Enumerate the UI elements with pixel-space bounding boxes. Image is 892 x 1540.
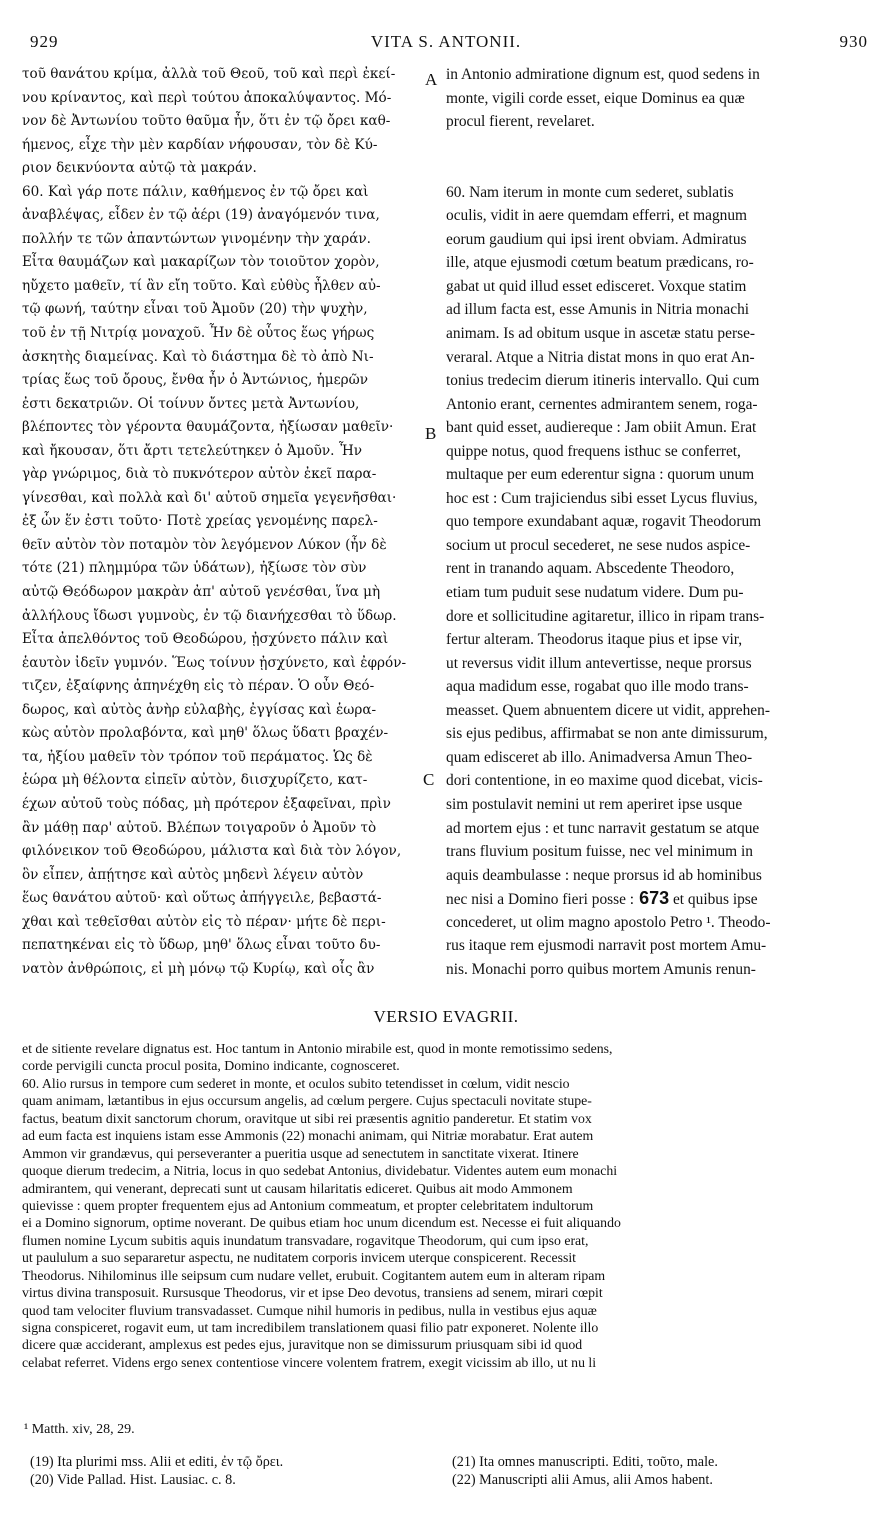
- greek-text-line: ἐστι δεκατριῶν. Οἱ τοίνυν ὄντες μετὰ Ἀντωνίου,: [22, 395, 360, 412]
- note-line: (20) Vide Pallad. Hist. Lausiac. c. 8.: [30, 1472, 236, 1488]
- latin-text-line: multaque per eum ederentur signa : quorum unum: [446, 466, 755, 484]
- latin-text-line: fertur alteram. Theodorus itaque pius et ipse vir,: [446, 631, 743, 649]
- latin-text-line: oculis, vidit in aere quemdam efferri, et magnum: [446, 207, 748, 225]
- evagrius-text-line: admirantem, qui venerant, deprecati sunt ut causam hilaritatis ediceret. Quibus ait modo Ammonem: [22, 1180, 573, 1196]
- evagrius-text-line: quievisse : quem propter frequentem ejus ad Antonium commeatum, et propter celebritatem indultorum: [22, 1197, 594, 1213]
- latin-text-line: nis. Monachi porro quibus mortem Amunis renun-: [446, 960, 756, 978]
- latin-text-line: ille, atque ejusmodi cœtum beatum prædicans, ro-: [446, 254, 754, 272]
- latin-text-line: 60. Nam iterum in monte cum sederet, sublatis: [446, 183, 734, 201]
- latin-text-line: sim postulavit nemini ut rem aperiret ipse usque: [446, 795, 743, 813]
- greek-text-line: τα, ἠξίου μαθεῖν τὸν τρόπον τοῦ περάματος. Ὡς δὲ: [22, 748, 373, 765]
- margin-marker-b: B: [425, 424, 437, 443]
- evagrius-text-line: ut paululum a suo separaretur aspectu, ne nuditatem corporis invicem uterque conspicerent. Recessit: [22, 1250, 576, 1266]
- latin-text-line: rent in tranando aquam. Abscedente Theodoro,: [446, 560, 735, 578]
- latin-text-line: aquis deambulasse : neque prorsus id ab hominibus: [446, 866, 762, 884]
- latin-text-line: sis ejus pedibus, affirmabat se non ante dimissurum,: [446, 725, 768, 743]
- greek-text-line: έχων αὐτοῦ τοὺς πόδας, μὴ πρότερον ἐξαφεῖναι, πρὶν: [22, 795, 391, 812]
- greek-text-line: Εἶτα ἀπελθόντος τοῦ Θεοδώρου, ᾐσχύνετο πάλιν καὶ: [22, 631, 389, 648]
- latin-text-line: [446, 134, 876, 158]
- latin-text-line: quippe notus, quod frequens isthuc se conferret,: [446, 442, 741, 460]
- latin-text-line: trans fluvium positum fuisse, nec vel minimum in: [446, 843, 753, 861]
- latin-text-line: rus itaque rem ejusmodi narravit post mortem Amu-: [446, 937, 767, 955]
- greek-text-line: φιλόνεικον τοῦ Θεοδώρου, μάλιστα καὶ διὰ τὸν λόγον,: [22, 843, 402, 860]
- greek-text-line: τοῦ ἐν τῇ Νιτρίᾳ μοναχοῦ. Ἦν δὲ οὗτος ἕως γήρως: [22, 325, 375, 342]
- page-title: VITA S. ANTONII.: [370, 32, 522, 51]
- latin-text-line: bant quid esset, audiereque : Jam obiit Amun. Erat: [446, 419, 757, 437]
- evagrius-text-block: [22, 1040, 878, 1371]
- greek-text-line: νον δὲ Ἀντωνίου τοῦτο θαῦμα ἦν, ὅτι ἐν τῷ ὄρει καθ-: [22, 113, 391, 130]
- latin-text-line: procul fierent, revelaret.: [446, 113, 595, 131]
- greek-text-line: ἑαυτὸν ἰδεῖν γυμνόν. Ἕως τοίνυν ᾐσχύνετο, καὶ ἐφρόν-: [22, 654, 407, 671]
- greek-text-line: 60. Καὶ γάρ ποτε πάλιν, καθήμενος ἐν τῷ ὄρει καὶ: [22, 183, 369, 200]
- note-line: (22) Manuscripti alii Amus, alii Amos habent.: [452, 1472, 713, 1488]
- greek-text-line: θεῖν αὐτὸν τὸν ποταμὸν τὸν λεγόμενον Λύκον (ἦν δὲ: [22, 536, 387, 553]
- evagrius-text-line: ei a Domino signorum, optime noverant. De quibus etiam hoc unum dicendum est. Necesse ei fuit aliquando: [22, 1215, 621, 1231]
- margin-marker-a: A: [425, 70, 438, 89]
- latin-text-line: animam. Is ad obitum usque in ascetæ statu perse-: [446, 325, 756, 343]
- evagrius-text-line: dicere quæ acciderant, amplexus est pedes ejus, juravitque non se dimissurum priusquam sibi id quod: [22, 1337, 583, 1353]
- latin-text-line: monte, vigili corde esset, eique Dominus ea quæ: [446, 89, 745, 107]
- evagrius-text-line: 60. Alio rursus in tempore cum sederet in monte, et oculos subito tetendisset in cœlum, vidit nescio: [22, 1075, 570, 1091]
- evagrius-text-line: corde pervigili cuncta procul posita, Domino indicante, cognosceret.: [22, 1058, 400, 1074]
- greek-text-line: ἀναβλέψας, εἶδεν ἐν τῷ ἀέρι (19) ἀναγόμενόν τινα,: [22, 207, 380, 224]
- greek-text-line: τῷ φωνή, ταύτην εἶναι τοῦ Ἀμοῦν (20) τὴν ψυχὴν,: [22, 301, 368, 318]
- latin-text-line: socium ut procul secederet, ne sese nudos aspice-: [446, 536, 751, 554]
- latin-text-line: hoc est : Cum trajiciendus sibi esset Lycus fluvius,: [446, 489, 758, 507]
- evagrius-section-title: VERSIO EVAGRII.: [373, 1007, 519, 1026]
- latin-text-line: quam edisceret ab illo. Animadversa Amun Theo-: [446, 748, 753, 766]
- greek-text-line: νατὸν ἀνθρώποις, εἰ μὴ μόνῳ τῷ Κυρίῳ, καὶ οἷς ἂν: [22, 960, 375, 977]
- greek-text-line: ἀσκητὴς διαμείνας. Καὶ τὸ διάστημα δὲ τὸ ἀπὸ Νι-: [22, 348, 374, 365]
- latin-text-line: etiam tum puduit sese nudatum videre. Dum pu-: [446, 584, 744, 602]
- greek-text-line: πεπατηκέναι εἰς τὸ ὕδωρ, μηθ' ὅλως εἶναι τοῦτο δυ-: [22, 937, 381, 954]
- evagrius-text-line: virtus divina transposuit. Rursusque Theodorus, vir et ipse Deo devotus, transiens ad senem, mirari cœpit: [22, 1285, 603, 1301]
- latin-text-line: veraral. Atque a Nitria distat mons in quo erat An-: [446, 348, 755, 366]
- latin-text-line: in Antonio admiratione dignum est, quod sedens in: [446, 66, 760, 83]
- latin-text-line: eorum gaudium qui ipsi irent obviam. Admiratus: [446, 230, 747, 248]
- inline-page-number: 673: [634, 888, 670, 909]
- greek-text-line: γίνεσθαι, καὶ πολλὰ καὶ δι' αὐτοῦ σημεῖα γεγενῆσθαι·: [22, 489, 397, 506]
- evagrius-text-line: Ammon vir grandævus, qui perseveranter a pueritia usque ad senectutem in sanctitate vixerat. Itinere: [22, 1145, 579, 1161]
- latin-text-line: nec nisi a Domino fieri posse : 673 et quibus ipse: [446, 888, 758, 909]
- latin-text-line: ad illum facta est, esse Amunis in Nitria monachi: [446, 301, 750, 319]
- margin-marker-c: C: [423, 770, 435, 789]
- greek-text-line: τότε (21) πλημμύρα τῶν ὑδάτων), ἠξίωσε τὸν σὺν: [22, 560, 367, 577]
- note-line: (19) Ita plurimi mss. Alii et editi, ἐν τῷ ὄρει.: [30, 1454, 284, 1470]
- latin-line-tail: et quibus ipse: [669, 891, 758, 909]
- greek-text-line: ἀλλήλους ἴδωσι γυμνοὺς, ἐν τῷ διανήχεσθαι τὸ ὕδωρ.: [22, 607, 397, 624]
- latin-text-line: [446, 157, 876, 181]
- greek-text-line: βλέποντες τὸν γέροντα θαυμάζοντα, ἠξίωσαν μαθεῖν·: [22, 419, 394, 436]
- latin-text-line: ut reversus vidit illum antevertisse, neque prorsus: [446, 654, 752, 672]
- greek-text-line: ὃν εἶπεν, ἀπῄτησε καὶ αὐτὸς μηδενὶ λέγειν αὐτὸν: [22, 866, 364, 883]
- evagrius-text-line: quoque dierum tredecim, a Nitria, locus in quo sedebat Antonius, dividebatur. Videntes autem eum monachi: [22, 1163, 618, 1179]
- latin-text-line: aqua madidum esse, rogabat quo ille modo trans-: [446, 678, 749, 696]
- note-line: (21) Ita omnes manuscripti. Editi, τοῦτο, male.: [452, 1454, 718, 1470]
- evagrius-text-line: flumen nomine Lycum subitis aquis inundatum transvadare, rogavitque Theodorum, qui cum ipso erat,: [22, 1232, 589, 1248]
- latin-text-line: dori contentione, in eo maxime quod dicebat, vicis-: [446, 772, 763, 790]
- greek-text-line: κὼς αὐτὸν προλαβόντα, καὶ μηθ' ὅλως ὕδατι βραχέν-: [22, 725, 389, 742]
- greek-text-line: χθαι καὶ τεθεῖσθαι αὐτὸν εἰς τὸ πέραν· μήτε δὲ περι-: [22, 913, 386, 930]
- latin-text-column: [446, 63, 876, 981]
- evagrius-text-line: ad eum facta est inquiens istam esse Ammonis (22) monachi animam, qui Nitriæ morabatur. Erat autem: [22, 1128, 594, 1144]
- greek-text-line: ηὔχετο μαθεῖν, τί ἂν εἴη τοῦτο. Καὶ εὐθὺς ἦλθεν αὐ-: [22, 277, 381, 294]
- latin-text-line: dore et sollicitudine agitaretur, illico in ripam trans-: [446, 607, 765, 625]
- greek-text-line: τρίας ἕως τοῦ ὄρους, ἔνθα ἦν ὁ Ἀντώνιος, ἡμερῶν: [22, 372, 368, 389]
- evagrius-text-line: signa conspiceret, rogavit eum, ut tam incredibilem translationem quasi filio patr exponeret. Nolente illo: [22, 1320, 599, 1335]
- notes-right-column: [452, 1453, 718, 1489]
- greek-text-line: ήμενος, εἶχε τὴν μὲν καρδίαν νήφουσαν, τὸν δὲ Κύ-: [22, 136, 378, 153]
- latin-text-line: concederet, ut olim magno apostolo Petro ¹. Theodo-: [446, 913, 771, 931]
- latin-text-line: Antonio erant, cernentes admirantem senem, roga-: [446, 395, 758, 413]
- greek-text-line: αὐτῷ Θεόδωρον μακρὰν ἀπ' αὐτοῦ γενέσθαι, ἵνα μὴ: [22, 584, 381, 601]
- greek-text-line: ριον δεικνύοντα αὐτῷ τὰ μακράν.: [22, 160, 257, 177]
- evagrius-text-line: quam animam, lætantibus in ejus occursum angelis, ad cœlum pergere. Cujus spectaculi novitate stupe-: [22, 1093, 592, 1109]
- greek-text-line: γὰρ γνώριμος, διὰ τὸ πυκνότερον αὐτὸν ἐκεῖ παρα-: [22, 466, 377, 483]
- left-page-number: 929: [30, 32, 59, 51]
- greek-text-line: ἕως θανάτου αὐτοῦ· καὶ οὕτως ἀπήγγειλε, βεβαστά-: [22, 890, 382, 907]
- evagrius-text-line: factus, beatum dixit sanctorum chorum, oravitque ut sibi rei præsentis agnitio panderetur. Et statim vox: [22, 1110, 592, 1126]
- evagrius-text-line: celabat referret. Videns ergo senex contentiose vincere volentem fratrem, exegit vicissim ab illo, ut nu li: [22, 1354, 597, 1370]
- greek-text-line: ἐξ ὧν ἕν ἐστι τοῦτο· Ποτὲ χρείας γενομένης παρελ-: [22, 513, 378, 530]
- right-page-number: 930: [839, 32, 868, 51]
- greek-text-line: Εἶτα θαυμάζων καὶ μακαρίζων τὸν τοιοῦτον χορὸν,: [22, 254, 380, 271]
- greek-text-column: [22, 63, 435, 981]
- latin-text-line: ad mortem ejus : et tunc narravit gestatum se atque: [446, 819, 760, 837]
- greek-text-line: δωρος, καὶ αὐτὸς ἀνὴρ εὐλαβὴς, ἐγγίσας καὶ ἑωρα-: [22, 701, 377, 718]
- greek-text-line: νου κρίναντος, καὶ περὶ τούτου ἀποκαλύψαντος. Μό-: [22, 89, 392, 106]
- greek-text-line: τιζεν, ἐξαίφνης ἀπηνέχθη εἰς τὸ πέραν. Ὁ οὖν Θεό-: [22, 678, 375, 695]
- latin-text-line: measset. Quem abnuentem dicere ut vidit, apprehen-: [446, 701, 770, 719]
- greek-text-line: καὶ ἤκουσαν, ὅτι ἄρτι τετελεύτηκεν ὁ Ἀμοῦν. Ἦν: [22, 442, 363, 459]
- latin-text-line: quo tempore exundabant aquæ, rogavit Theodorum: [446, 513, 762, 531]
- latin-text-line: gabat ut quid illud esset edisceret. Voxque statim: [446, 277, 747, 295]
- greek-text-line: τοῦ θανάτου κρίμα, ἀλλὰ τοῦ Θεοῦ, τοῦ καὶ περὶ ἐκεί-: [22, 66, 396, 82]
- footnote-matthew: ¹ Matth. xiv, 28, 29.: [24, 1422, 135, 1437]
- evagrius-text-line: Theodorus. Nihilominus ille seipsum cum nudare vellet, erubuit. Cogitantem autem eum in alteram ripam: [22, 1267, 606, 1283]
- greek-text-line: ἑώρα μὴ θέλοντα εἰπεῖν αὐτὸν, διισχυρίζετο, κατ-: [22, 772, 368, 789]
- latin-text-line: tonius tredecim dierum itineris intervallo. Qui cum: [446, 372, 760, 390]
- greek-text-line: ἂν μάθῃ παρ' αὐτοῦ. Βλέπων τοιγαροῦν ὁ Ἀμοῦν τὸ: [22, 819, 377, 836]
- evagrius-text-line: et de sitiente revelare dignatus est. Hoc tantum in Antonio mirabile est, quod in monte remotissimo sedens,: [22, 1041, 613, 1056]
- notes-left-column: [30, 1453, 283, 1489]
- evagrius-text-line: quod tam velociter fluvium transvadasset. Cumque nihil humoris in pedibus, nulla in vestibus ejus aquæ: [22, 1302, 597, 1318]
- greek-text-line: πολλήν τε τῶν ἀπαντώντων γινομένην τὴν χαράν.: [22, 230, 371, 247]
